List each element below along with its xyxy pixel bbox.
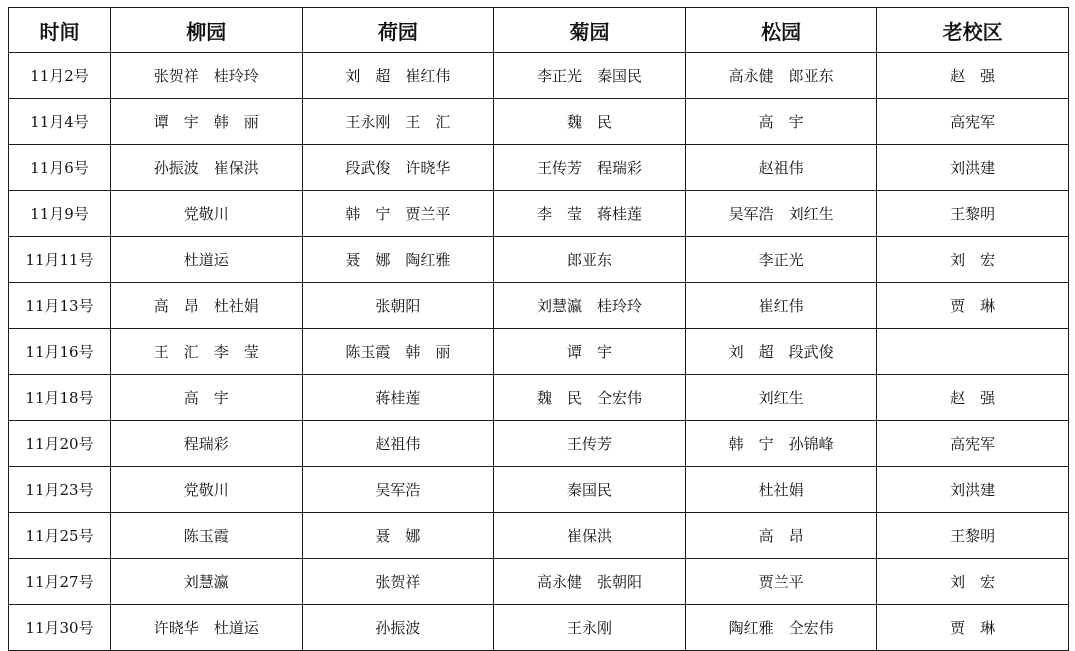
cell-date: 11月6号	[9, 145, 111, 191]
table-row	[9, 605, 1069, 651]
cell-old-campus: 高宪军	[877, 99, 1069, 145]
cell-juyuan: 王永刚	[494, 605, 686, 651]
cell-date: 11月2号	[9, 53, 111, 99]
cell-old-campus: 刘洪建	[877, 145, 1069, 191]
cell-songyuan: 高 宇	[685, 99, 877, 145]
cell-old-campus	[877, 329, 1069, 375]
cell-heyuan: 吴军浩	[302, 467, 494, 513]
cell-songyuan: 崔红伟	[685, 283, 877, 329]
cell-heyuan: 赵祖伟	[302, 421, 494, 467]
table-row	[9, 375, 1069, 421]
cell-juyuan: 高永健 张朝阳	[494, 559, 686, 605]
header-juyuan: 菊园	[494, 8, 686, 53]
header-row	[9, 8, 1069, 53]
cell-liuyuan: 陈玉霞	[111, 513, 303, 559]
cell-heyuan: 张朝阳	[302, 283, 494, 329]
cell-liuyuan: 程瑞彩	[111, 421, 303, 467]
cell-old-campus: 高宪军	[877, 421, 1069, 467]
cell-heyuan: 刘 超 崔红伟	[302, 53, 494, 99]
table-row	[9, 191, 1069, 237]
table-row	[9, 53, 1069, 99]
cell-heyuan: 张贺祥	[302, 559, 494, 605]
header-date: 时间	[9, 8, 111, 53]
cell-songyuan: 高 昂	[685, 513, 877, 559]
cell-old-campus: 刘 宏	[877, 237, 1069, 283]
cell-date: 11月25号	[9, 513, 111, 559]
duty-schedule-table	[8, 7, 1069, 651]
cell-songyuan: 陶红雅 仝宏伟	[685, 605, 877, 651]
cell-heyuan: 段武俊 许晓华	[302, 145, 494, 191]
cell-songyuan: 刘 超 段武俊	[685, 329, 877, 375]
cell-heyuan: 韩 宁 贾兰平	[302, 191, 494, 237]
cell-heyuan: 孙振波	[302, 605, 494, 651]
cell-juyuan: 崔保洪	[494, 513, 686, 559]
cell-juyuan: 李 莹 蒋桂莲	[494, 191, 686, 237]
cell-songyuan: 韩 宁 孙锦峰	[685, 421, 877, 467]
cell-liuyuan: 谭 宇 韩 丽	[111, 99, 303, 145]
table-row	[9, 237, 1069, 283]
cell-juyuan: 魏 民	[494, 99, 686, 145]
header-songyuan: 松园	[685, 8, 877, 53]
table-row	[9, 513, 1069, 559]
cell-heyuan: 聂 娜 陶红雅	[302, 237, 494, 283]
cell-liuyuan: 党敬川	[111, 467, 303, 513]
cell-old-campus: 刘洪建	[877, 467, 1069, 513]
cell-date: 11月4号	[9, 99, 111, 145]
header-liuyuan: 柳园	[111, 8, 303, 53]
cell-old-campus: 贾 琳	[877, 605, 1069, 651]
cell-songyuan: 高永健 郎亚东	[685, 53, 877, 99]
cell-heyuan: 蒋桂莲	[302, 375, 494, 421]
cell-juyuan: 王传芳 程瑞彩	[494, 145, 686, 191]
header-heyuan: 荷园	[302, 8, 494, 53]
cell-old-campus: 王黎明	[877, 513, 1069, 559]
cell-old-campus: 刘 宏	[877, 559, 1069, 605]
table-row	[9, 283, 1069, 329]
cell-old-campus: 赵 强	[877, 53, 1069, 99]
table-row	[9, 329, 1069, 375]
table-row	[9, 99, 1069, 145]
cell-liuyuan: 高 昂 杜社娟	[111, 283, 303, 329]
table-row	[9, 467, 1069, 513]
cell-date: 11月23号	[9, 467, 111, 513]
cell-heyuan: 王永刚 王 汇	[302, 99, 494, 145]
table-row	[9, 145, 1069, 191]
cell-date: 11月11号	[9, 237, 111, 283]
cell-liuyuan: 杜道运	[111, 237, 303, 283]
cell-date: 11月13号	[9, 283, 111, 329]
cell-date: 11月18号	[9, 375, 111, 421]
cell-date: 11月16号	[9, 329, 111, 375]
cell-juyuan: 郎亚东	[494, 237, 686, 283]
cell-liuyuan: 党敬川	[111, 191, 303, 237]
cell-liuyuan: 高 宇	[111, 375, 303, 421]
cell-old-campus: 贾 琳	[877, 283, 1069, 329]
cell-liuyuan: 张贺祥 桂玲玲	[111, 53, 303, 99]
cell-date: 11月27号	[9, 559, 111, 605]
table-row	[9, 421, 1069, 467]
cell-date: 11月9号	[9, 191, 111, 237]
header-old-campus: 老校区	[877, 8, 1069, 53]
cell-juyuan: 秦国民	[494, 467, 686, 513]
cell-juyuan: 谭 宇	[494, 329, 686, 375]
cell-heyuan: 陈玉霞 韩 丽	[302, 329, 494, 375]
cell-date: 11月20号	[9, 421, 111, 467]
cell-songyuan: 刘红生	[685, 375, 877, 421]
cell-songyuan: 贾兰平	[685, 559, 877, 605]
cell-juyuan: 李正光 秦国民	[494, 53, 686, 99]
cell-songyuan: 吴军浩 刘红生	[685, 191, 877, 237]
cell-old-campus: 赵 强	[877, 375, 1069, 421]
cell-liuyuan: 许晓华 杜道运	[111, 605, 303, 651]
cell-date: 11月30号	[9, 605, 111, 651]
table-row	[9, 559, 1069, 605]
cell-juyuan: 魏 民 仝宏伟	[494, 375, 686, 421]
cell-liuyuan: 王 汇 李 莹	[111, 329, 303, 375]
cell-liuyuan: 刘慧瀛	[111, 559, 303, 605]
cell-old-campus: 王黎明	[877, 191, 1069, 237]
cell-juyuan: 刘慧瀛 桂玲玲	[494, 283, 686, 329]
cell-heyuan: 聂 娜	[302, 513, 494, 559]
cell-songyuan: 李正光	[685, 237, 877, 283]
cell-songyuan: 赵祖伟	[685, 145, 877, 191]
cell-liuyuan: 孙振波 崔保洪	[111, 145, 303, 191]
cell-juyuan: 王传芳	[494, 421, 686, 467]
cell-songyuan: 杜社娟	[685, 467, 877, 513]
